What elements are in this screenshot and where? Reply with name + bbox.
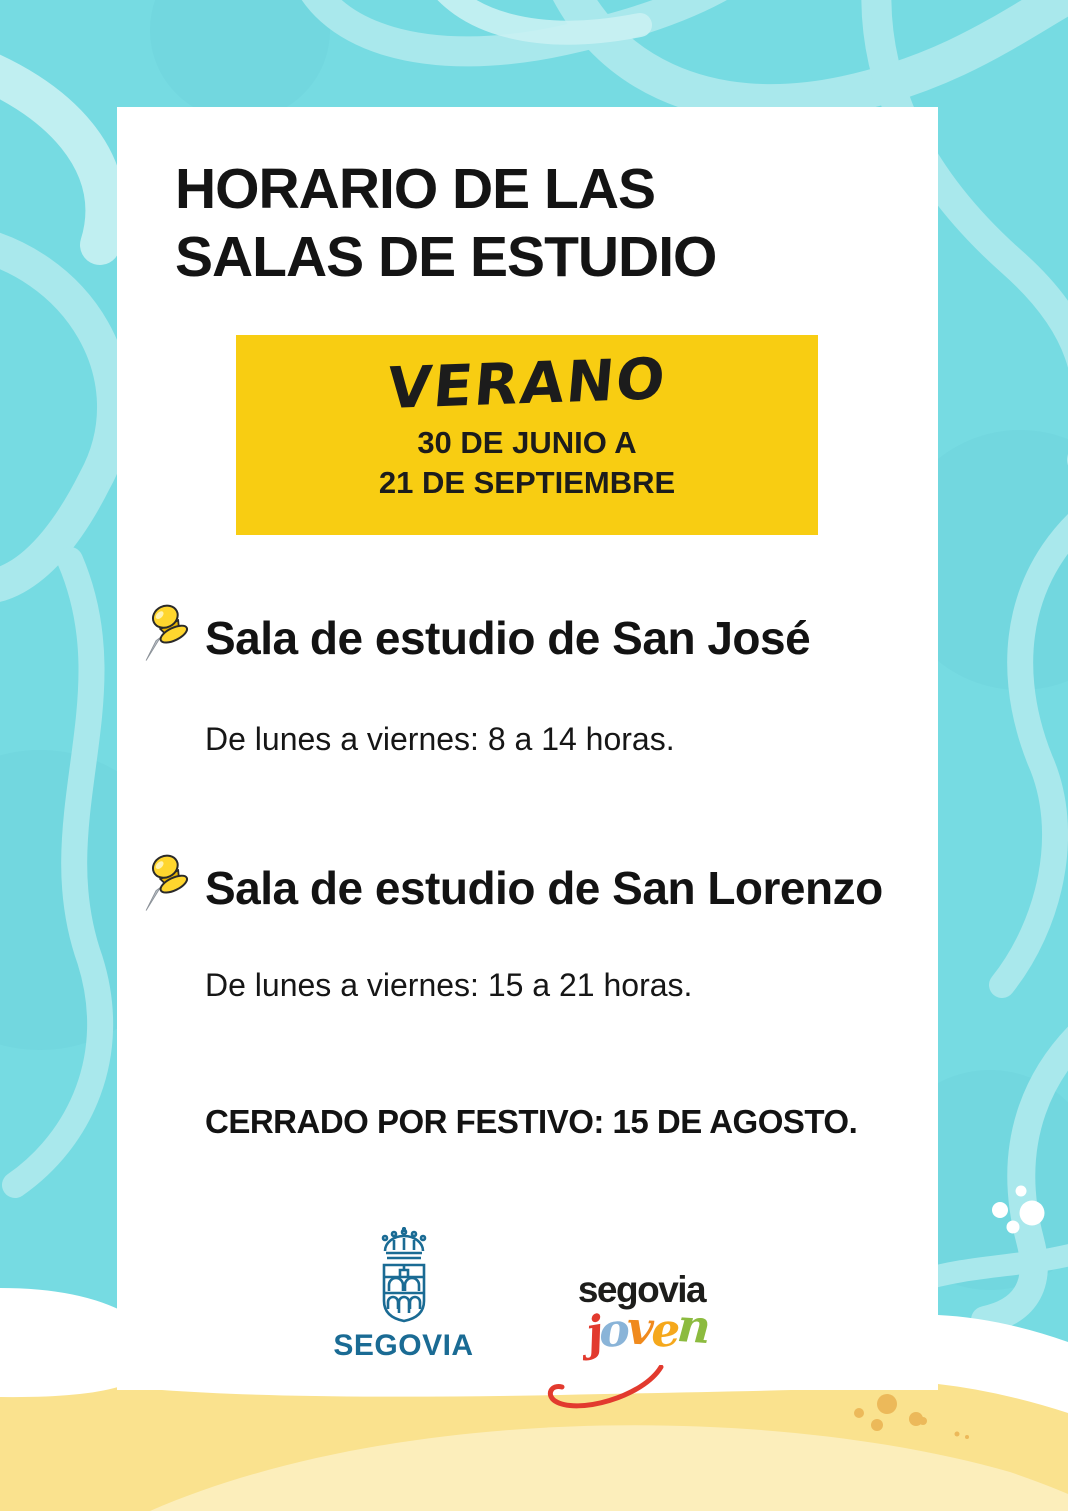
season-name: VERANO (384, 346, 670, 422)
joven-letter: e (649, 1302, 678, 1358)
poster-card (117, 107, 938, 1390)
joven-letter: o (597, 1302, 629, 1358)
segovia-city-logo (319, 1225, 489, 1363)
logos-row (117, 1225, 938, 1363)
poster-title-line1: HORARIO DE LAS (175, 157, 656, 221)
segovia-crest-icon (356, 1225, 452, 1325)
room-title-san-jose: Sala de estudio de San José (205, 612, 811, 664)
pushpin-icon (139, 603, 193, 665)
room-schedule-san-lorenzo: De lunes a viernes: 15 a 21 horas. (205, 967, 693, 1003)
segovia-joven-word: segovia (577, 1269, 706, 1310)
pushpin-icon (139, 853, 193, 915)
poster-title-line2: SALAS DE ESTUDIO (175, 225, 717, 289)
season-date-line2: 21 DE SEPTIEMBRE (378, 465, 676, 500)
joven-letter: j (581, 1305, 604, 1361)
season-dates (236, 423, 818, 503)
closed-notice: CERRADO POR FESTIVO: 15 DE AGOSTO. (205, 1103, 858, 1140)
poster-title (175, 155, 716, 291)
joven-word (557, 1298, 737, 1361)
joven-letter: v (626, 1300, 652, 1356)
joven-letter: n (675, 1298, 710, 1355)
season-date-line1: 30 DE JUNIO A (417, 425, 637, 460)
room-title-san-lorenzo: Sala de estudio de San Lorenzo (205, 862, 883, 914)
room-schedule-san-jose: De lunes a viernes: 8 a 14 horas. (205, 721, 675, 757)
segovia-logo-label: SEGOVIA (333, 1329, 474, 1362)
segovia-joven-logo (547, 1269, 737, 1361)
joven-swoosh-stroke (543, 1365, 683, 1417)
season-banner (236, 335, 818, 535)
